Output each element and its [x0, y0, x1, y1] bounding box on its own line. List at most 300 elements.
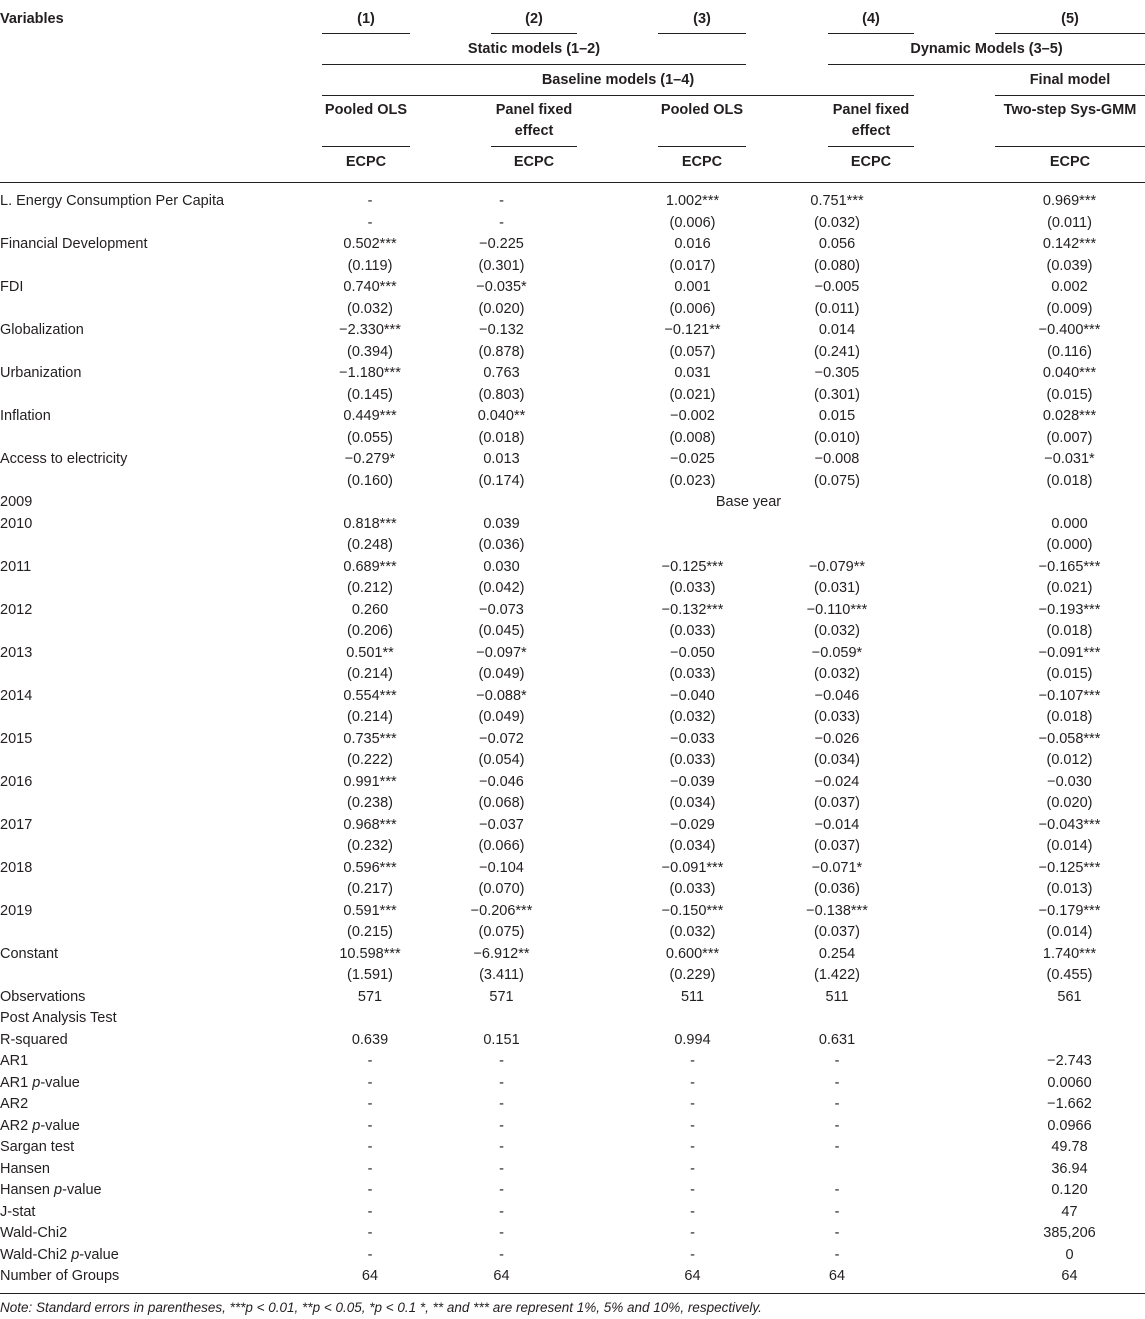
table-cell: - — [367, 193, 373, 209]
table-cell: (0.145) — [347, 386, 393, 403]
table-cell: (0.217) — [347, 881, 393, 897]
row-label-text: Inflation — [0, 408, 51, 424]
row-label — [0, 342, 322, 364]
col-number-5: (5) — [1061, 11, 1079, 27]
table-note: Note: Standard errors in parentheses, ***p < 0.01, **p < 0.05, *p < 0.1 *, ** and *** are represent 1%, 5% and 10%, respectively. — [0, 1300, 762, 1315]
rule — [322, 64, 746, 65]
table-cell: - — [367, 1203, 373, 1220]
row-label — [0, 363, 322, 385]
table-cell: - — [367, 1225, 373, 1241]
table-cell: - — [367, 1074, 373, 1091]
table-cell: −0.035* — [476, 279, 527, 295]
rule — [995, 33, 1145, 34]
table-row — [0, 320, 1145, 342]
row-label-suffix: -value — [62, 1182, 102, 1198]
table-cell: 0.554*** — [343, 687, 397, 704]
table-cell: 0.969*** — [1042, 193, 1097, 209]
table-cell: (0.012) — [1046, 752, 1093, 768]
table-cell: −0.305 — [814, 365, 860, 381]
table-cell: (0.037) — [814, 838, 860, 854]
row-label — [0, 729, 322, 751]
row-label — [0, 772, 322, 794]
table-cell: (0.017) — [669, 257, 716, 274]
rule — [491, 33, 577, 34]
row-label-text: Sargan test — [0, 1139, 75, 1155]
table-cell: - — [367, 1160, 373, 1177]
table-cell: (0.301) — [814, 386, 860, 403]
table-cell: 0.501** — [346, 644, 394, 661]
method-line: Two-step Sys-GMM — [1003, 102, 1137, 118]
table-cell: (0.455) — [1046, 967, 1093, 983]
row-label-text: 2018 — [0, 859, 33, 876]
table-row — [0, 664, 1145, 686]
col-number-4: (4) — [862, 11, 880, 27]
table-cell: 561 — [1057, 988, 1082, 1005]
table-cell: 0.260 — [351, 601, 389, 618]
table-cell — [322, 1008, 410, 1030]
method-4 — [828, 100, 914, 142]
row-label-text: L. Energy Consumption Per Capita — [0, 193, 225, 209]
method-3 — [658, 100, 746, 121]
table-cell: (0.021) — [669, 386, 716, 403]
table-cell: - — [367, 1096, 373, 1112]
table-cell: - — [834, 1225, 840, 1241]
rule — [995, 146, 1145, 147]
row-label-text: Hansen — [0, 1182, 55, 1198]
table-cell: 511 — [680, 988, 705, 1005]
table-cell: - — [499, 1225, 504, 1241]
dep-var-3: ECPC — [681, 154, 723, 170]
table-cell: 0.631 — [818, 1031, 856, 1048]
table-cell: (1.422) — [814, 967, 860, 983]
row-label-text: Observations — [0, 988, 86, 1005]
table-cell: (0.037) — [814, 924, 860, 940]
table-cell: (0.011) — [1047, 214, 1092, 231]
row-label-text: Wald-Chi2 — [0, 1225, 68, 1241]
table-cell: 0.735*** — [343, 730, 397, 747]
table-cell: 0.994 — [674, 1031, 711, 1048]
table-cell: - — [367, 1139, 373, 1155]
table-row — [0, 449, 1145, 471]
table-cell: (0.021) — [1046, 580, 1093, 596]
table-cell: (0.007) — [1046, 429, 1093, 446]
table-cell: −0.058*** — [1038, 730, 1101, 747]
table-cell: 0 — [1065, 1246, 1074, 1263]
table-cell: (0.033) — [669, 881, 716, 897]
table-cell: (0.070) — [478, 881, 525, 897]
variables-header: Variables — [0, 11, 64, 27]
table-cell: 0.028*** — [1042, 408, 1097, 424]
table-cell: −0.193*** — [1038, 601, 1101, 618]
table-cell: 0.002 — [1051, 279, 1088, 295]
table-cell: (0.006) — [669, 300, 716, 317]
table-cell: 0.689*** — [343, 558, 397, 575]
table-row — [0, 707, 1145, 729]
table-cell: (0.033) — [669, 752, 716, 768]
row-label-text: Post Analysis Test — [0, 1010, 117, 1026]
table-row — [0, 1202, 1145, 1224]
row-label — [0, 449, 322, 471]
table-cell: - — [690, 1074, 695, 1091]
table-row — [0, 643, 1145, 665]
table-cell: −0.033 — [670, 730, 715, 747]
table-cell: (0.033) — [669, 666, 716, 682]
table-cell: 0.751*** — [810, 193, 864, 209]
table-cell: −0.206*** — [470, 902, 533, 919]
static-models-header: Static models (1–2) — [467, 41, 601, 57]
table-cell: 0.151 — [483, 1031, 520, 1048]
table-cell: 0.639 — [351, 1031, 389, 1048]
method-line: effect — [514, 123, 554, 139]
table-cell: (0.036) — [814, 881, 860, 897]
table-cell: −0.104 — [479, 859, 524, 876]
baseline-models-header: Baseline models (1–4) — [541, 72, 695, 88]
table-cell: (0.013) — [1046, 881, 1093, 897]
row-label — [0, 1030, 322, 1052]
table-cell: −0.125*** — [661, 558, 724, 575]
table-cell: - — [499, 1139, 504, 1155]
table-cell — [579, 1008, 746, 1030]
table-cell: 0.740*** — [343, 279, 397, 295]
row-label — [0, 750, 322, 772]
table-cell: 0.818*** — [343, 515, 397, 532]
table-cell: 511 — [825, 988, 849, 1005]
rule — [828, 146, 914, 147]
table-cell: - — [834, 1139, 840, 1155]
table-row — [0, 793, 1145, 815]
table-cell: (0.032) — [814, 666, 860, 682]
row-label — [0, 428, 322, 450]
row-label — [0, 987, 322, 1009]
table-cell: 0.991*** — [343, 773, 397, 790]
table-row — [0, 256, 1145, 278]
table-cell: - — [834, 1117, 840, 1134]
table-cell: 1.740*** — [1042, 945, 1097, 962]
table-row — [0, 1051, 1145, 1073]
table-row — [0, 729, 1145, 751]
table-cell: 49.78 — [1051, 1139, 1088, 1155]
row-label — [0, 535, 322, 557]
table-cell: - — [367, 1117, 373, 1134]
table-cell: −0.225 — [479, 236, 524, 252]
method-line: Panel fixed — [495, 102, 573, 118]
row-label — [0, 1266, 322, 1288]
row-label — [0, 557, 322, 579]
table-cell: 64 — [1061, 1268, 1078, 1284]
table-row — [0, 1116, 1145, 1138]
table-cell: - — [499, 1096, 504, 1112]
table-cell: (0.032) — [347, 300, 393, 317]
row-label — [0, 621, 322, 643]
table-cell: (0.238) — [347, 795, 393, 811]
table-cell: (0.241) — [814, 343, 860, 360]
table-cell: 0.968*** — [343, 816, 397, 833]
row-label — [0, 1051, 322, 1073]
table-cell: (0.803) — [478, 386, 525, 403]
table-cell: - — [834, 1053, 840, 1069]
row-label-text: Globalization — [0, 322, 84, 338]
table-cell: (0.020) — [1046, 795, 1093, 811]
row-label — [0, 1245, 322, 1267]
table-cell: (0.119) — [347, 257, 393, 274]
table-cell: 0.040*** — [1042, 365, 1097, 381]
row-label — [0, 1137, 322, 1159]
table-cell: (0.034) — [669, 838, 716, 854]
row-label-suffix: -value — [40, 1074, 80, 1091]
table-cell: (0.032) — [814, 214, 860, 231]
table-cell: 0.039 — [483, 515, 520, 532]
table-row — [0, 1266, 1145, 1288]
final-model-header: Final model — [1029, 72, 1111, 88]
table-row — [0, 1030, 1145, 1052]
table-cell: - — [690, 1096, 695, 1112]
dep-var-4: ECPC — [850, 154, 892, 170]
table-row — [0, 385, 1145, 407]
table-cell: (0.394) — [347, 343, 393, 360]
table-cell: −0.073 — [479, 601, 524, 618]
table-cell: (3.411) — [479, 967, 524, 983]
table-cell: −0.059* — [811, 644, 863, 661]
rule — [491, 146, 577, 147]
row-label — [0, 1073, 322, 1095]
table-cell: (0.080) — [814, 257, 860, 274]
table-cell: - — [690, 1139, 695, 1155]
table-cell: (0.232) — [347, 838, 393, 854]
table-cell: (0.045) — [478, 623, 525, 639]
table-cell: - — [834, 1182, 840, 1198]
table-row — [0, 987, 1145, 1009]
row-label — [0, 965, 322, 987]
table-cell: 0.016 — [674, 236, 711, 252]
table-cell: −0.400*** — [1038, 322, 1101, 338]
row-label — [0, 944, 322, 966]
table-cell — [579, 535, 746, 557]
table-cell: (0.222) — [347, 752, 393, 768]
table-cell: (0.031) — [814, 580, 860, 596]
row-label-text: 2009 — [0, 494, 33, 510]
table-cell: −0.132 — [479, 322, 524, 338]
row-label-italic: p — [54, 1182, 63, 1198]
dep-var-1: ECPC — [345, 154, 387, 170]
table-cell: - — [690, 1053, 695, 1069]
table-cell: −0.040 — [670, 687, 715, 704]
table-cell: - — [499, 214, 504, 231]
table-cell: (0.075) — [814, 472, 860, 489]
table-cell: −0.050 — [670, 644, 715, 661]
row-label — [0, 901, 322, 923]
table-cell: (0.068) — [478, 795, 525, 811]
rule — [322, 33, 410, 34]
row-label-text: Hansen — [0, 1160, 50, 1177]
table-cell: −2.743 — [1047, 1053, 1092, 1069]
table-row — [0, 234, 1145, 256]
row-label — [0, 471, 322, 493]
row-label — [0, 600, 322, 622]
table-cell: 0.001 — [674, 279, 711, 295]
table-row — [0, 363, 1145, 385]
table-cell: (0.032) — [669, 924, 716, 940]
table-cell: 0.254 — [818, 945, 856, 962]
table-cell: 47 — [1061, 1203, 1078, 1220]
table-cell: - — [367, 1053, 373, 1069]
table-row — [0, 879, 1145, 901]
table-row — [0, 342, 1145, 364]
table-cell: (0.039) — [1046, 257, 1093, 274]
row-label-text: FDI — [0, 279, 24, 295]
table-cell: −0.125*** — [1038, 859, 1101, 876]
table-cell: −0.002 — [670, 408, 715, 424]
row-label-text: 2014 — [0, 687, 33, 704]
table-cell: - — [690, 1246, 695, 1263]
row-label — [0, 1159, 322, 1181]
method-line: Panel fixed — [832, 102, 910, 118]
table-cell: 36.94 — [1051, 1160, 1088, 1177]
table-cell: (0.010) — [814, 429, 860, 446]
table-cell: 571 — [489, 988, 514, 1005]
row-label — [0, 385, 322, 407]
table-cell: −0.025 — [670, 451, 715, 467]
table-cell: 385,206 — [1043, 1225, 1096, 1241]
row-label — [0, 406, 322, 428]
table-row — [0, 471, 1145, 493]
header-bottom-rule — [0, 182, 1145, 183]
table-cell: (0.037) — [814, 795, 860, 811]
table-row — [0, 535, 1145, 557]
row-label-italic: p — [32, 1074, 41, 1091]
row-label-suffix: -value — [40, 1117, 80, 1134]
rule — [658, 146, 746, 147]
table-cell: (0.229) — [669, 967, 716, 983]
table-cell — [410, 1008, 579, 1030]
row-label — [0, 191, 322, 213]
table-cell: 64 — [493, 1268, 510, 1284]
row-label — [0, 858, 322, 880]
row-label-text: 2017 — [0, 816, 33, 833]
table-cell: −0.024 — [814, 773, 860, 790]
table-row — [0, 922, 1145, 944]
rule — [828, 33, 914, 34]
table-cell: −0.039 — [670, 773, 715, 790]
table-cell: (0.018) — [1046, 709, 1093, 725]
table-cell: 64 — [828, 1268, 846, 1284]
table-header — [0, 0, 1145, 185]
row-label — [0, 922, 322, 944]
table-cell: 0.040** — [477, 408, 526, 424]
row-label — [0, 256, 322, 278]
table-row — [0, 1073, 1145, 1095]
table-row — [0, 772, 1145, 794]
table-cell: −0.165*** — [1038, 558, 1101, 575]
table-cell: 0.0966 — [1047, 1117, 1092, 1134]
table-cell: −0.079** — [808, 558, 866, 575]
row-label-text: Number of Groups — [0, 1268, 120, 1284]
table-row — [0, 621, 1145, 643]
table-cell: 0.031 — [674, 365, 711, 381]
table-cell: (0.014) — [1046, 838, 1093, 854]
table-cell: −0.179*** — [1038, 902, 1101, 919]
method-5 — [995, 100, 1145, 121]
table-cell: - — [690, 1160, 695, 1177]
table-cell: −0.026 — [814, 730, 860, 747]
table-cell: - — [367, 214, 373, 231]
table-cell: 0.142*** — [1042, 236, 1097, 252]
table-row — [0, 858, 1145, 880]
row-label — [0, 664, 322, 686]
table-cell: (0.160) — [347, 472, 393, 489]
table-cell: (0.066) — [478, 838, 525, 854]
table-cell: (0.301) — [478, 257, 525, 274]
table-cell: (0.034) — [669, 795, 716, 811]
table-cell — [746, 514, 914, 536]
table-cell: −0.037 — [479, 816, 524, 833]
row-label — [0, 234, 322, 256]
table-row — [0, 557, 1145, 579]
table-row — [0, 1223, 1145, 1245]
table-cell: 64 — [361, 1268, 379, 1284]
col-number-1: (1) — [357, 11, 375, 27]
table-cell: −0.008 — [814, 451, 860, 467]
row-label-text: 2010 — [0, 515, 33, 532]
table-cell: −0.088* — [476, 687, 527, 704]
table-cell: (0.212) — [347, 580, 393, 596]
table-cell: −0.031* — [1044, 451, 1095, 467]
row-label-text: 2012 — [0, 601, 33, 618]
table-cell — [914, 1008, 1145, 1030]
base-year-cell: Base year — [715, 494, 782, 510]
row-label-text: AR2 — [0, 1096, 29, 1112]
table-cell: −0.121** — [664, 322, 721, 338]
table-cell: −0.091*** — [661, 859, 724, 876]
table-cell: (0.878) — [478, 343, 525, 360]
table-row — [0, 686, 1145, 708]
table-cell: - — [499, 1053, 504, 1069]
row-label — [0, 836, 322, 858]
row-label-italic: p — [32, 1117, 41, 1134]
rule — [995, 95, 1145, 96]
table-cell: 64 — [684, 1268, 701, 1284]
table-cell: - — [499, 1203, 504, 1220]
table-cell: - — [690, 1203, 695, 1220]
row-label — [0, 686, 322, 708]
table-cell: (0.036) — [478, 537, 525, 553]
table-cell: (0.075) — [478, 924, 525, 940]
table-row — [0, 492, 1145, 514]
table-cell: (0.174) — [478, 472, 525, 489]
table-cell: 0.000 — [1051, 515, 1088, 532]
table-cell: 0.591*** — [343, 902, 397, 919]
table-cell: - — [834, 1096, 840, 1112]
table-cell: −0.071* — [811, 859, 863, 876]
row-label-text: J-stat — [0, 1203, 36, 1220]
row-label — [0, 793, 322, 815]
table-cell: (0.018) — [1046, 472, 1093, 489]
table-cell: −0.046 — [479, 773, 524, 790]
results-table-body — [0, 191, 1145, 1288]
row-label-text: 2015 — [0, 730, 33, 747]
table-cell: −0.014 — [814, 816, 860, 833]
table-row — [0, 1245, 1145, 1267]
table-cell: −1.180*** — [339, 365, 401, 381]
table-cell: (0.214) — [347, 709, 393, 725]
table-cell: 0.120 — [1051, 1182, 1088, 1198]
table-cell: 0.449*** — [343, 408, 397, 424]
table-cell: (0.049) — [478, 709, 525, 725]
table-cell: 0.502*** — [343, 236, 397, 252]
table-cell: (0.008) — [669, 429, 716, 446]
method-line: Pooled OLS — [660, 102, 744, 118]
table-cell: - — [367, 1246, 373, 1263]
table-cell: - — [499, 193, 504, 209]
